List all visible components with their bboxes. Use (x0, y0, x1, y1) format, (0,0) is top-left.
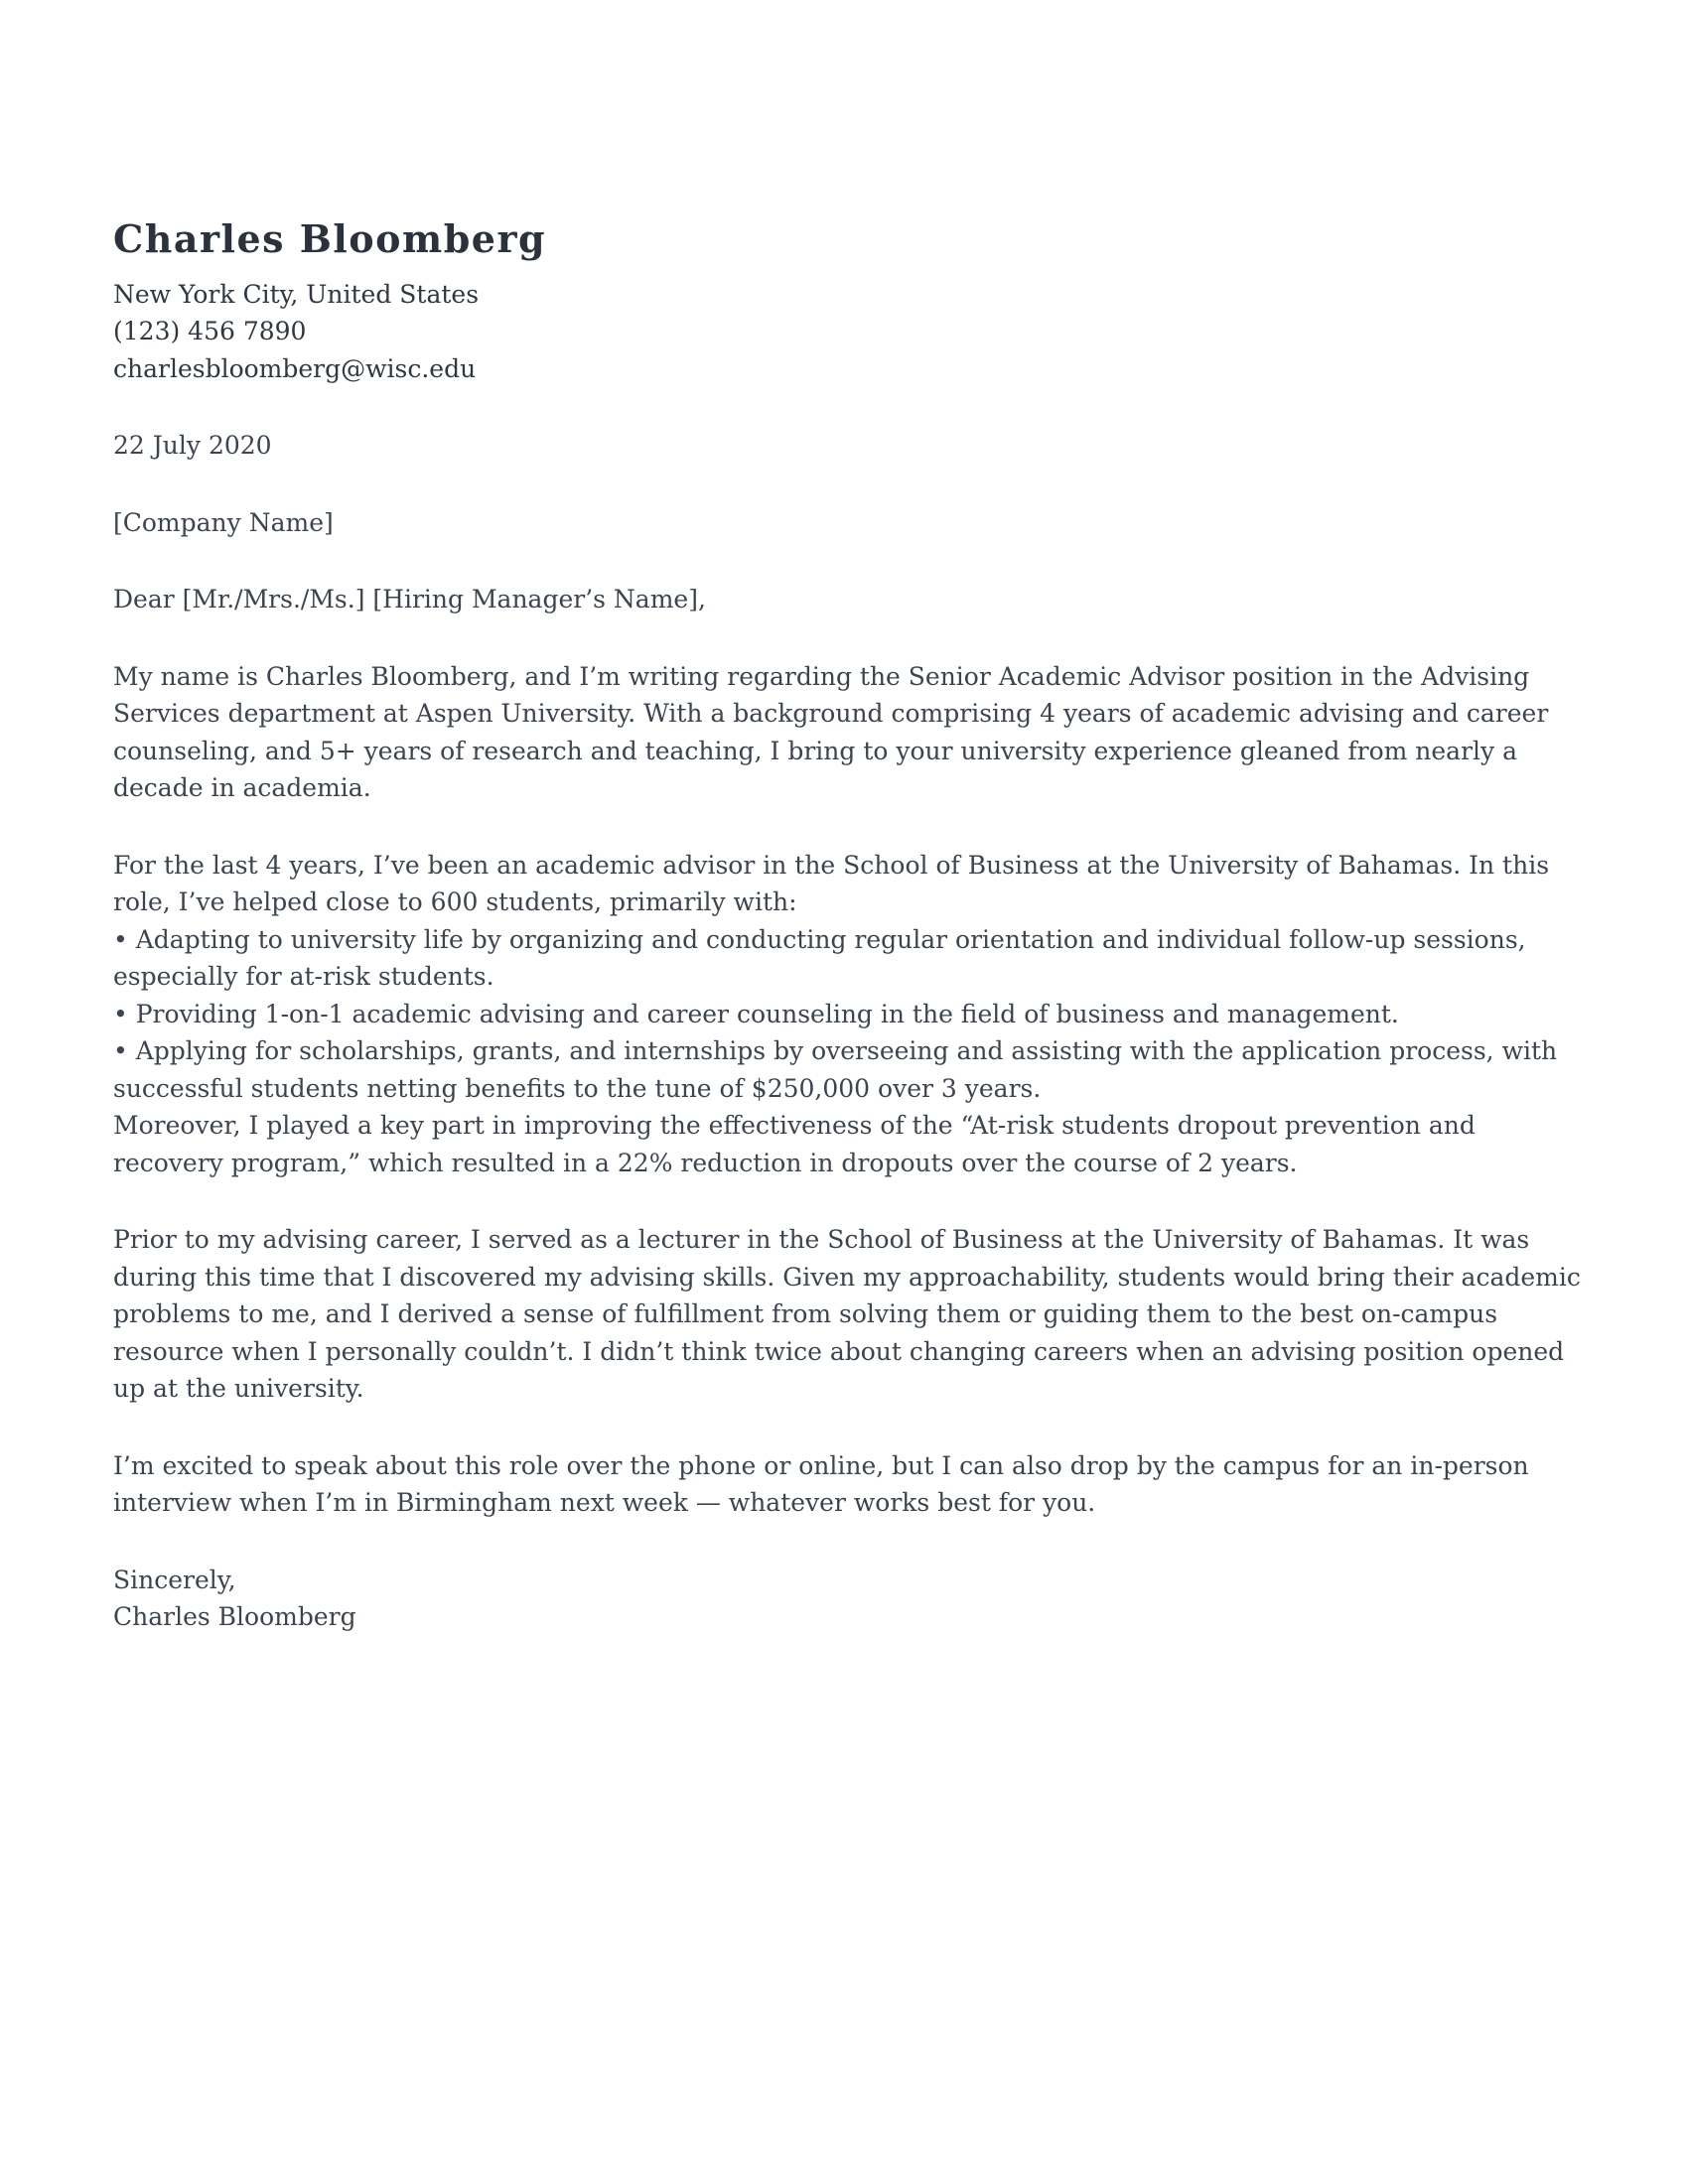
phone-number: (123) 456 7890 (113, 317, 307, 346)
spacer (113, 618, 1583, 658)
spacer (113, 465, 1583, 504)
email-address: charlesbloomberg@wisc.edu (113, 353, 477, 383)
paragraph-introduction: My name is Charles Bloomberg, and I’m writing regarding the Senior Academic Advisor position in the Advising Services department at Aspen University. With a background comprising 4 years of academic advising and career counseling, and 5+ years of research and teaching, I bring to your university experience gleaned from nearly a decade in academia. (113, 661, 1549, 803)
spacer (113, 387, 1583, 427)
salutation: Dear [Mr./Mrs./Ms.] [Hiring Manager’s Name], (113, 585, 706, 614)
signature-name: Charles Bloomberg (113, 1602, 356, 1632)
bullet-item: • Adapting to university life by organizing and conducting regular orientation and individual follow-up sessions, especially for at-risk students. (113, 924, 1526, 992)
paragraph-experience-outro: Moreover, I played a key part in improving the effectiveness of the “At-risk students dropout prevention and recovery program,” which resulted in a 22% reduction in dropouts over the course of 2 years. (113, 1111, 1476, 1177)
paragraph-closing: I’m excited to speak about this role over the phone or online, but I can also drop by the campus for an in-person interview when I’m in Birmingham next week — whatever works best for you. (113, 1450, 1529, 1518)
paragraph-experience-intro: For the last 4 years, I’ve been an academic advisor in the School of Business at the University of Bahamas. In this role, I’ve helped close to 600 students, primarily with: (113, 850, 1550, 917)
spacer (113, 1522, 1583, 1562)
bullet-item: • Providing 1-on-1 academic advising and career counseling in the field of business and management. (113, 999, 1399, 1028)
company-name: [Company Name] (113, 507, 334, 537)
paragraph-background: Prior to my advising career, I served as a lecturer in the School of Business at the University of Bahamas. It was during this time that I discovered my advising skills. Given my approachability, students would bring their academic problems to me, and I derived a sense of fulfillment from solving them or guiding them to the best on-campus resource when I personally couldn’t. I didn’t think twice about changing careers when an advising position opened up at the university. (113, 1225, 1581, 1404)
spacer (113, 1408, 1583, 1447)
spacer (113, 541, 1583, 581)
applicant-name: Charles Bloomberg (113, 216, 547, 261)
letter-date: 22 July 2020 (113, 431, 272, 461)
cover-letter (113, 216, 1583, 1636)
closing-phrase: Sincerely, (113, 1565, 236, 1594)
bullet-item: • Applying for scholarships, grants, and internships by overseeing and assisting with the application process, with successful students netting benefits to the tune of $250,000 over 3 years. (113, 1036, 1558, 1103)
spacer (113, 1181, 1583, 1221)
location: New York City, United States (113, 279, 480, 309)
spacer (113, 807, 1583, 847)
